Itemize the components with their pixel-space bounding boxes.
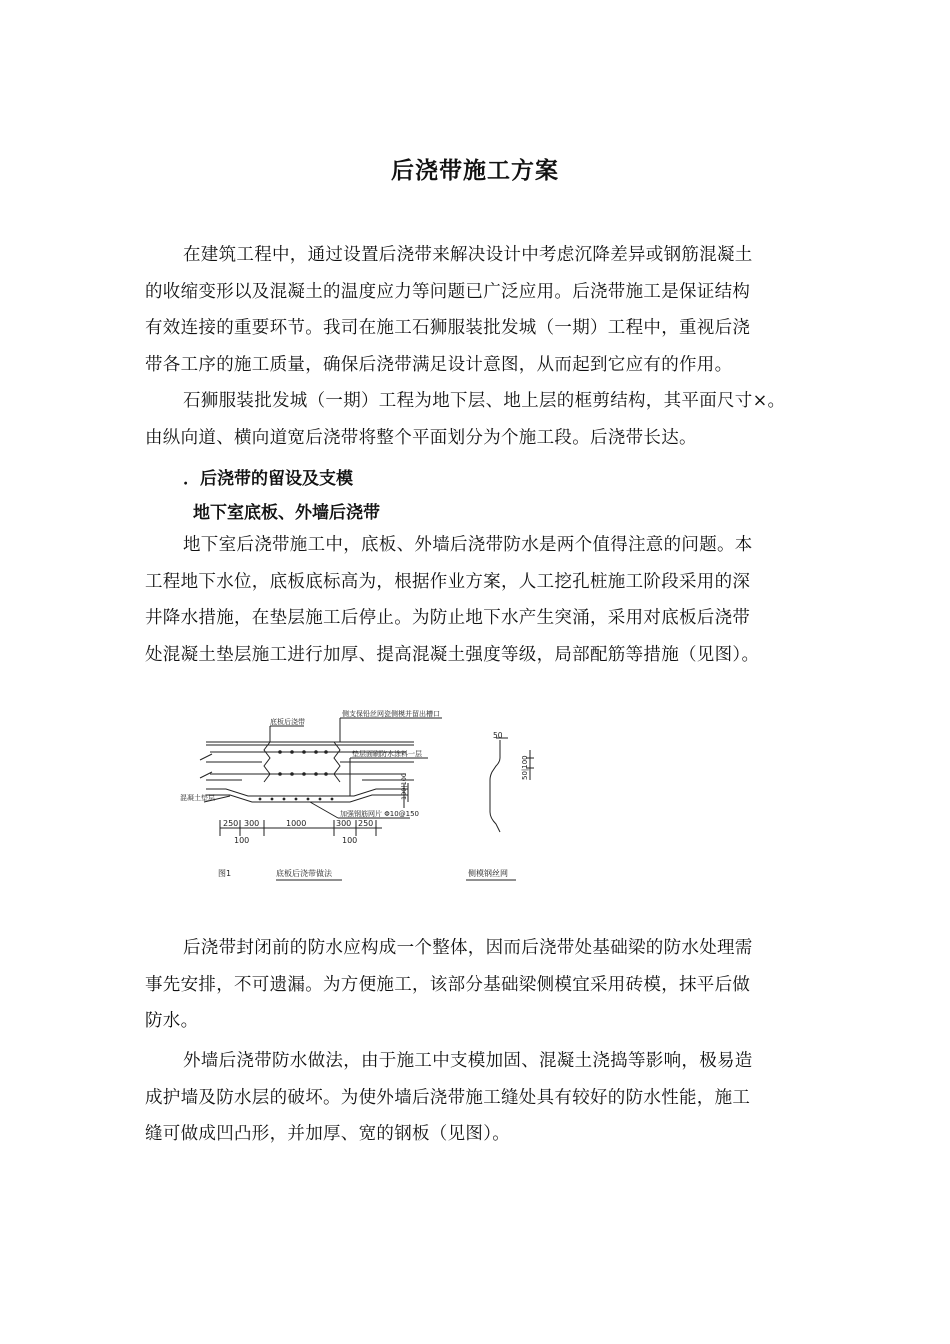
text-line: 有效连接的重要环节。我司在施工石狮服装批发城（一期）工程中，重视后浇 — [145, 318, 751, 338]
construction-drawing — [180, 700, 550, 890]
figure-number: 图1 — [218, 869, 232, 878]
label-mesh: 侧支保铅丝网瓷侧模并留出槽口 — [342, 710, 440, 718]
basement-paragraph — [145, 527, 825, 673]
page-title: 后浇带施工方案 — [391, 158, 559, 184]
section-heading: ．后浇带的留设及支模 — [183, 469, 353, 489]
text-line: 的收缩变形以及混凝土的温度应力等问题已广泛应用。后浇带施工是保证结构 — [145, 281, 751, 302]
dim-side-top: 50 — [493, 731, 503, 740]
text-line: 由纵向道、横向道宽后浇带将整个平面划分为个施工段。后浇带长达。 — [145, 427, 697, 448]
intro-paragraph — [145, 237, 825, 383]
caption-right: 侧模钢丝网 — [468, 869, 508, 878]
label-coating: 垫层面刷防水涂料一层 — [352, 750, 422, 758]
dim-250-left: 250 — [223, 819, 239, 828]
dim-side: 50|100 — [521, 755, 529, 780]
label-post-cast: 底板后浇带 — [270, 718, 305, 726]
text-line: 外墙后浇带防水做法，由于施工中支模加固、混凝土浇捣等影响，极易造 — [183, 1051, 753, 1071]
band-left-edge — [264, 742, 270, 782]
project-paragraph — [145, 383, 825, 456]
text-line: 在建筑工程中，通过设置后浇带来解决设计中考虑沉降差异或钢筋混凝土 — [183, 245, 753, 265]
dim-1000: 1000 — [286, 819, 307, 828]
dim-100-right: 100 — [342, 836, 358, 845]
closing-paragraph — [145, 930, 825, 1040]
text-line: 地下室后浇带施工中，底板、外墙后浇带防水是两个值得注意的问题。本 — [183, 535, 753, 555]
label-cushion: 混凝土垫层 — [180, 794, 215, 802]
text-line: 井降水措施，在垫层施工后停止。为防止地下水产生突涌，采用对底板后浇带 — [145, 608, 751, 628]
dim-right: 100|100 — [400, 772, 408, 800]
text-line: 后浇带封闭前的防水应构成一个整体，因而后浇带处基础梁的防水处理需 — [183, 938, 753, 958]
text-line: 工程地下水位，底板底标高为，根据作业方案，人工挖孔桩施工阶段采用的深 — [145, 571, 751, 592]
dim-300-left: 300 — [244, 819, 260, 828]
text-line: 处混凝土垫层施工进行加厚、提高混凝土强度等级，局部配筋等措施（见图）。 — [145, 644, 760, 665]
caption-left: 底板后浇带做法 — [276, 869, 332, 878]
text-line: 成护墙及防水层的破坏。为使外墙后浇带施工缝处具有较好的防水性能，施工 — [145, 1087, 751, 1108]
subsection-heading: 地下室底板、外墙后浇带 — [193, 503, 380, 523]
text-line: 带各工序的施工质量，确保后浇带满足设计意图，从而起到它应有的作用。 — [145, 354, 733, 375]
dim-250-right: 250 — [358, 819, 374, 828]
wall-paragraph — [145, 1043, 825, 1153]
band-right-edge — [334, 742, 340, 782]
text-line: 缝可做成凹凸形，并加厚、宽的钢板（见图）。 — [145, 1124, 511, 1144]
label-rebar: 加强钢筋网片 Φ10@150 — [340, 810, 420, 818]
text-line: 事先安排，不可遗漏。为方便施工，该部分基础梁侧模宜采用砖模，抹平后做 — [145, 974, 751, 995]
text-line: 防水。 — [145, 1011, 199, 1031]
text-line: 石狮服装批发城（一期）工程为地下层、地上层的框剪结构，其平面尺寸×。 — [183, 391, 786, 411]
dim-300-right: 300 — [336, 819, 352, 828]
dim-100-left: 100 — [234, 836, 250, 845]
